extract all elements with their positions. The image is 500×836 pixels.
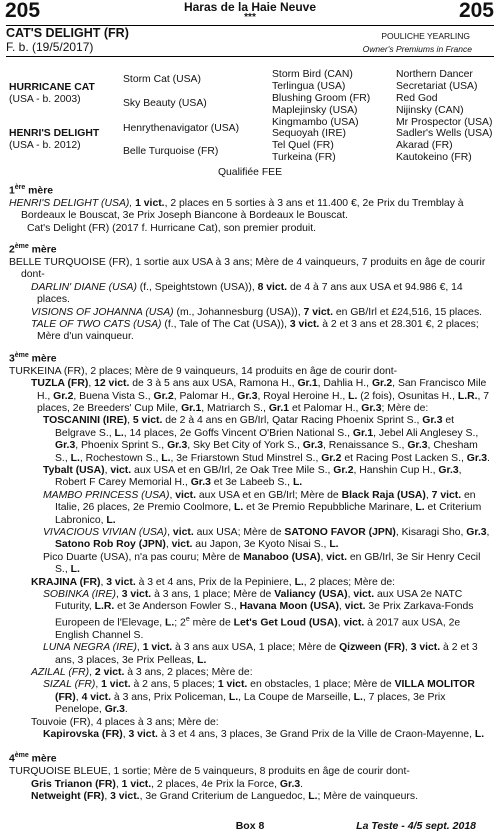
dam-record: TURQUOISE BLEUE, 1 sortie; Mère de 5 vainqueurs, 8 produits en âge de courir dont-	[9, 766, 410, 778]
sire-name: HURRICANE CAT	[9, 82, 95, 93]
section-heading-1: 1ère mère	[9, 184, 54, 197]
produce: Pico Duarte (USA), n'a pas couru; Mère de Manaboo (USA), vict. en GB/Irl, 3e Sir Henry Cecil S., L.	[43, 551, 481, 576]
lot-number-right: 205	[458, 0, 494, 22]
dam-record: HENRI'S DELIGHT (USA), 1 vict., 2 places en 5 sorties à 3 ans et 11.400 €, 2e Prix du Tremblay à Bordeaux le Bouscat, 3e Prix Joseph Biancone à Bordeaux le Bouscat.	[9, 197, 464, 222]
grandsire: Storm Cat (USA)	[123, 74, 201, 85]
g3-ancestor: Blushing Groom (FR)	[272, 93, 371, 104]
horse-description: F. b. (19/5/2017)	[6, 40, 94, 54]
damsire: Henrythenavigator (USA)	[123, 123, 240, 134]
produce: MAMBO PRINCESS (USA), vict. aux USA et en GB/Irl; Mère de Black Raja (USA), 7 vict. en Italie, 26 places, 2e Premio Coolmore, L. et 3e Premio Repubbliche Marinare, L. et Criterium Labronico, L.	[43, 489, 482, 526]
section-heading-2: 2ème mère	[9, 243, 57, 256]
produce: TOSCANINI (IRE), 5 vict. de 2 à 4 ans en GB/Irl, Qatar Racing Phoenix Sprint S., Gr.3 et Belgrave S., L., 14 places, 2e Goffs Vincent O'Brien National S., Gr.1, Jebel Ali Anglesey S., Gr.3, Phoenix Sprint S., Gr.3, Sky Bet City of York S., Gr.3, Renaissance S., Gr.3, Chesham S., L., Rochestown S., L., 3e Friarstown Stud Minstrel S., Gr.2 et Racing Post Lacken S., Gr.3.	[43, 415, 490, 464]
g3-ancestor: Maplejinsky (USA)	[272, 105, 358, 116]
g4-ancestor: Secretariat (USA)	[396, 81, 478, 92]
produce: Cat's Delight (FR) (2017 f. Hurricane Cat), son premier produit.	[27, 222, 316, 234]
produce: Netweight (FR), 3 vict., 3e Grand Criterium de Languedoc, L.; Mère de vainqueurs.	[31, 791, 418, 803]
lot-number-left: 205	[5, 0, 41, 22]
g3-ancestor: Tel Quel (FR)	[272, 140, 334, 151]
consignor: Haras de la Haie Neuve	[183, 0, 317, 14]
qualification: Qualifiée FEE	[217, 167, 283, 178]
g4-ancestor: Mr Prospector (USA)	[396, 117, 493, 128]
produce: SIZAL (FR), 1 vict. à 2 ans, 5 places; 1 vict. en obstacles, 1 place; Mère de VILLA MOLITOR (FR), 4 vict. à 3 ans, Prix Policeman, L., La Coupe de Marseille, L., 7 places, 3e Prix Penelope, Gr.3.	[43, 679, 475, 716]
produce: SOBINKA (IRE), 3 vict. à 3 ans, 1 place; Mère de Valiancy (USA), vict. aux USA 2e NATC Futurity, L.R. et 3e Anderson Fowler S., Havana Moon (USA), vict. 3e Prix Zarkava-Fonds Europeen de l'Elevage, L.; 2e mère de Let's Get Loud (USA), vict. à 2017 aux USA, 2e English Channel S.	[43, 589, 474, 641]
g4-ancestor: Akarad (FR)	[396, 140, 453, 151]
g3-ancestor: Turkeina (FR)	[272, 152, 336, 163]
produce: TUZLA (FR), 12 vict. de 3 à 5 ans aux USA, Ramona H., Gr.1, Dahlia H., Gr.2, San Francisco Mile H., Gr.2, Buena Vista S., Gr.2, Palomar H., Gr.3, Royal Heroine H., L. (2 fois), Osunitas H., L.R., 7 places, 2e Breeders' Cup Mile, Gr.1, Matriarch S., Gr.1 et Palomar H., Gr.3; Mère de:	[31, 378, 490, 414]
catalogue-body	[9, 180, 493, 803]
dam-name: HENRI'S DELIGHT	[9, 128, 100, 139]
g4-ancestor: Sadler's Wells (USA)	[396, 128, 493, 139]
dam-info: (USA - b. 2012)	[9, 140, 81, 151]
section-heading-3: 3ème mère	[9, 351, 57, 365]
pedigree-rule	[6, 56, 494, 57]
produce: DARLIN' DIANE (USA) (f., Speightstown (USA)), 8 vict. de 4 à 7 ans aux USA et 94.986 €, 14 places.	[31, 281, 463, 306]
dam-record: TURKEINA (FR), 2 places; Mère de 9 vainqueurs, 14 produits en âge de courir dont-	[9, 365, 398, 377]
horse-name: CAT'S DELIGHT (FR)	[6, 26, 129, 40]
produce: Kapirovska (FR), 3 vict. à 3 et 4 ans, 3 places, 3e Grand Prix de la Ville de Craon-Mayenne, L.	[43, 728, 485, 740]
produce: KRAJINA (FR), 3 vict. à 3 et 4 ans, Prix de la Pepiniere, L., 2 places; Mère de:	[31, 576, 396, 588]
produce: Touvoie (FR), 4 places à 3 ans; Mère de:	[31, 716, 219, 728]
premium: Owner's Premiums in France	[362, 44, 472, 54]
g4-ancestor: Kautokeino (FR)	[396, 152, 472, 163]
produce: Tybalt (USA), vict. aux USA et en GB/Irl, 2e Oak Tree Mile S., Gr.2, Hanshin Cup H., Gr.3, Robert F Carey Memorial H., Gr.3 et 3e Labeeb S., L.	[43, 464, 462, 489]
granddam: Sky Beauty (USA)	[123, 98, 207, 109]
produce: AZILAL (FR), 2 vict. à 3 ans, 2 places; Mère de:	[31, 666, 253, 678]
section-heading-4: 4ème mère	[9, 752, 57, 765]
g4-ancestor: Northern Dancer	[396, 69, 473, 80]
box-number: Box 8	[235, 820, 265, 832]
sale-name: La Teste - 4/5 sept. 2018	[356, 820, 476, 832]
g4-ancestor: Nijinsky (CAN)	[396, 105, 464, 116]
sire-info: (USA - b. 2003)	[9, 94, 81, 105]
g3-ancestor: Sequoyah (IRE)	[272, 128, 346, 139]
g3-ancestor: Kingmambo (USA)	[272, 117, 359, 128]
produce: VIVACIOUS VIVIAN (USA), vict. aux USA; Mère de SATONO FAVOR (JPN), Kisaragi Sho, Gr.3, Satono Rob Roy (JPN), vict. au Japon, 3e Kyoto Nisai S., L.	[43, 526, 490, 551]
category: POULICHE YEARLING	[381, 31, 470, 41]
produce: LUNA NEGRA (IRE), 1 vict. à 3 ans aux USA, 1 place; Mère de Qizween (FR), 3 vict. à 2 et 3 ans, 3 places, 3e Prix Pelleas, L.	[43, 642, 478, 666]
produce: Gris Trianon (FR), 1 vict., 2 places, 4e Prix la Force, Gr.3.	[31, 778, 304, 790]
produce: TALE OF TWO CATS (USA) (f., Tale of The Cat (USA)), 3 vict. à 2 et 3 ans et 28.301 €, 2 places; Mère d'un vainqueur.	[31, 319, 479, 343]
g3-ancestor: Terlingua (USA)	[272, 81, 346, 92]
produce: VISIONS OF JOHANNA (USA) (m., Johannesburg (USA)), 7 vict. en GB/Irl et £24,516, 15 places.	[31, 306, 483, 318]
consignor-stars: ***	[244, 12, 256, 23]
dam-record: BELLE TURQUOISE (FR), 1 sortie aux USA à 3 ans; Mère de 4 vainqueurs, 7 produits en âge de courir dont-	[9, 256, 486, 281]
second-dam: Belle Turquoise (FR)	[123, 146, 219, 157]
g4-ancestor: Red God	[396, 93, 438, 104]
g3-ancestor: Storm Bird (CAN)	[272, 69, 353, 80]
